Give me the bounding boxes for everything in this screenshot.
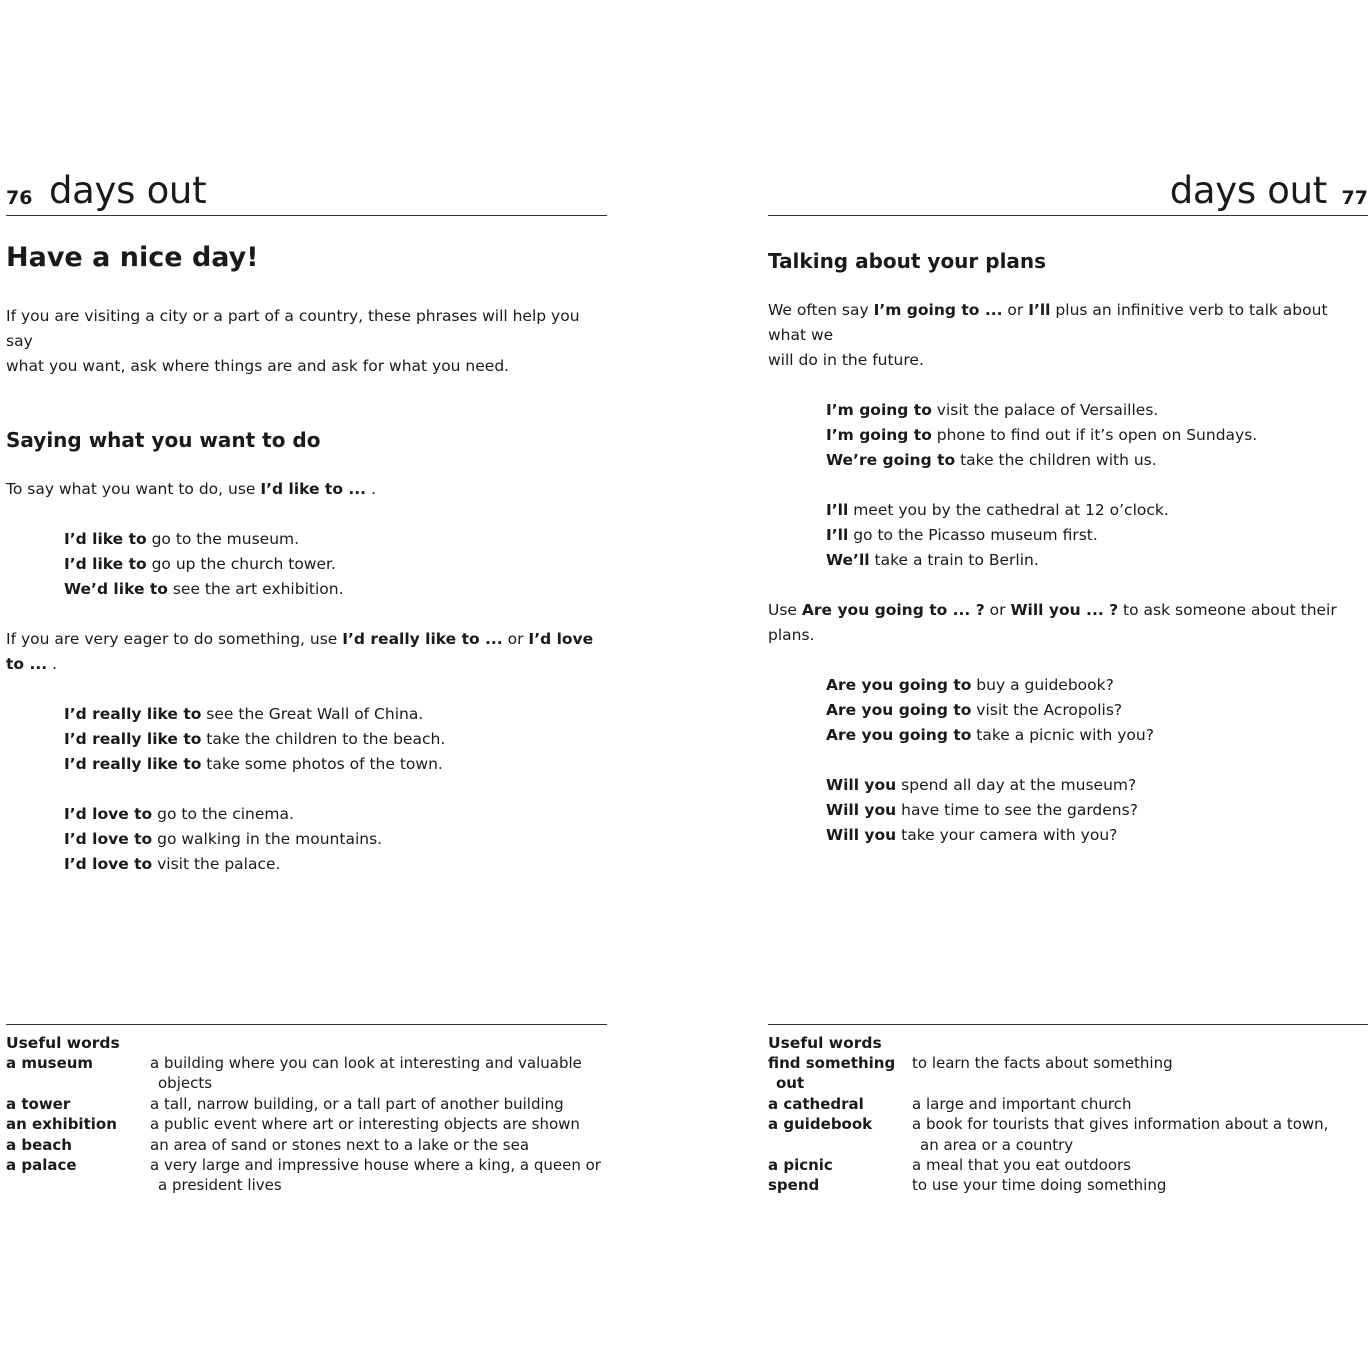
running-head [768, 168, 1368, 216]
example-line: I’d love to visit the palace. [64, 855, 281, 873]
example-line: I’d love to go walking in the mountains. [64, 830, 383, 848]
example-block [6, 802, 607, 877]
useful-words-heading: Useful words [768, 1034, 882, 1052]
running-head-title: days out [49, 169, 207, 212]
vocab-row-continued [6, 1073, 607, 1093]
example-line: I’m going to visit the palace of Versailles. [826, 401, 1159, 419]
example-line: We’d like to see the art exhibition. [64, 580, 344, 598]
paragraph: will do in the future. [768, 351, 924, 369]
vocab-row [6, 1053, 607, 1073]
right-page [768, 0, 1368, 1369]
vocab-term: out [776, 1074, 805, 1093]
vocab-row [768, 1094, 1368, 1114]
vocab-definition: to learn the facts about something [912, 1054, 1173, 1072]
page-number: 76 [6, 187, 33, 209]
intro-line: If you are visiting a city or a part of a country, these phrases will help you say [6, 307, 580, 350]
vocab-row-continued [6, 1175, 607, 1195]
page-title: Have a nice day! [6, 242, 259, 273]
vocab-definition: a very large and impressive house where a king, a queen or [150, 1156, 601, 1175]
example-line: I’ll meet you by the cathedral at 12 o’clock. [826, 501, 1169, 519]
example-line: We’ll take a train to Berlin. [826, 551, 1039, 569]
vocab-row [768, 1175, 1368, 1195]
example-line: I’d really like to take some photos of the town. [64, 755, 443, 773]
example-line: Will you have time to see the gardens? [826, 801, 1138, 819]
example-line: I’d like to go up the church tower. [64, 555, 336, 573]
example-block [768, 398, 1368, 473]
paragraph: We often say I’m going to ... or I’ll plus an infinitive verb to talk about what we [768, 301, 1328, 344]
running-head-title: days out [1169, 169, 1327, 212]
example-line: I’m going to phone to find out if it’s open on Sundays. [826, 426, 1258, 444]
vocab-term: a beach [6, 1135, 72, 1154]
example-line: I’d really like to take the children to the beach. [64, 730, 446, 748]
useful-words-heading: Useful words [6, 1034, 120, 1052]
vocab-term: spend [768, 1176, 820, 1195]
vocab-row-continued [768, 1135, 1368, 1155]
example-line: I’d like to go to the museum. [64, 530, 300, 548]
intro-line: what you want, ask where things are and ask for what you need. [6, 357, 510, 375]
paragraph: If you are very eager to do something, use I’d really like to ... or I’d love to ... . [6, 630, 594, 673]
example-line: Are you going to buy a guidebook? [826, 676, 1114, 694]
example-line: Will you spend all day at the museum? [826, 776, 1137, 794]
vocab-definition: a public event where art or interesting objects are shown [150, 1115, 580, 1134]
vocab-term: a guidebook [768, 1115, 873, 1134]
example-line: I’d really like to see the Great Wall of China. [64, 705, 424, 723]
vocab-term: find something [768, 1054, 896, 1072]
left-content [6, 240, 607, 877]
vocab-definition: objects [158, 1074, 213, 1093]
vocab-term: a museum [6, 1054, 94, 1072]
example-block [768, 773, 1368, 848]
useful-words-box [6, 1024, 607, 1196]
vocab-definition: to use your time doing something [912, 1176, 1167, 1195]
vocab-term: an exhibition [6, 1115, 117, 1134]
vocab-row [6, 1094, 607, 1114]
running-head [6, 168, 607, 216]
vocab-definition: an area or a country [920, 1135, 1074, 1154]
vocab-term: a cathedral [768, 1094, 864, 1113]
example-line: I’ll go to the Picasso museum first. [826, 526, 1098, 544]
vocab-row-continued [768, 1073, 1368, 1093]
example-block [6, 527, 607, 602]
vocab-row [6, 1155, 607, 1175]
page-number: 77 [1341, 187, 1368, 209]
paragraph: Use Are you going to ... ? or Will you ... ? to ask someone about their plans. [768, 601, 1337, 644]
vocab-term: a palace [6, 1156, 77, 1175]
left-page [6, 0, 607, 1369]
example-block [6, 702, 607, 777]
example-line: I’d love to go to the cinema. [64, 805, 294, 823]
vocab-definition: a large and important church [912, 1094, 1132, 1113]
example-line: Are you going to take a picnic with you? [826, 726, 1154, 744]
section-heading: Saying what you want to do [6, 428, 321, 452]
useful-words-box [768, 1024, 1368, 1196]
vocab-row [6, 1114, 607, 1134]
vocab-term: a picnic [768, 1156, 833, 1175]
section-heading: Talking about your plans [768, 249, 1047, 273]
vocab-term: a tower [6, 1094, 71, 1113]
example-block [768, 498, 1368, 573]
example-line: Are you going to visit the Acropolis? [826, 701, 1123, 719]
vocab-definition: a president lives [158, 1176, 282, 1195]
example-block [768, 673, 1368, 748]
vocab-definition: a meal that you eat outdoors [912, 1156, 1131, 1175]
vocab-definition: a tall, narrow building, or a tall part of another building [150, 1094, 564, 1113]
vocab-row [768, 1155, 1368, 1175]
example-line: We’re going to take the children with us. [826, 451, 1157, 469]
vocab-row [768, 1114, 1368, 1134]
example-line: Will you take your camera with you? [826, 826, 1118, 844]
right-content [768, 247, 1368, 848]
vocab-definition: a building where you can look at interesting and valuable [150, 1054, 582, 1072]
vocab-definition: a book for tourists that gives information about a town, [912, 1115, 1329, 1134]
vocab-row [6, 1135, 607, 1155]
vocab-definition: an area of sand or stones next to a lake or the sea [150, 1135, 530, 1154]
paragraph: To say what you want to do, use I’d like to ... . [6, 480, 376, 498]
vocab-row [768, 1053, 1368, 1073]
